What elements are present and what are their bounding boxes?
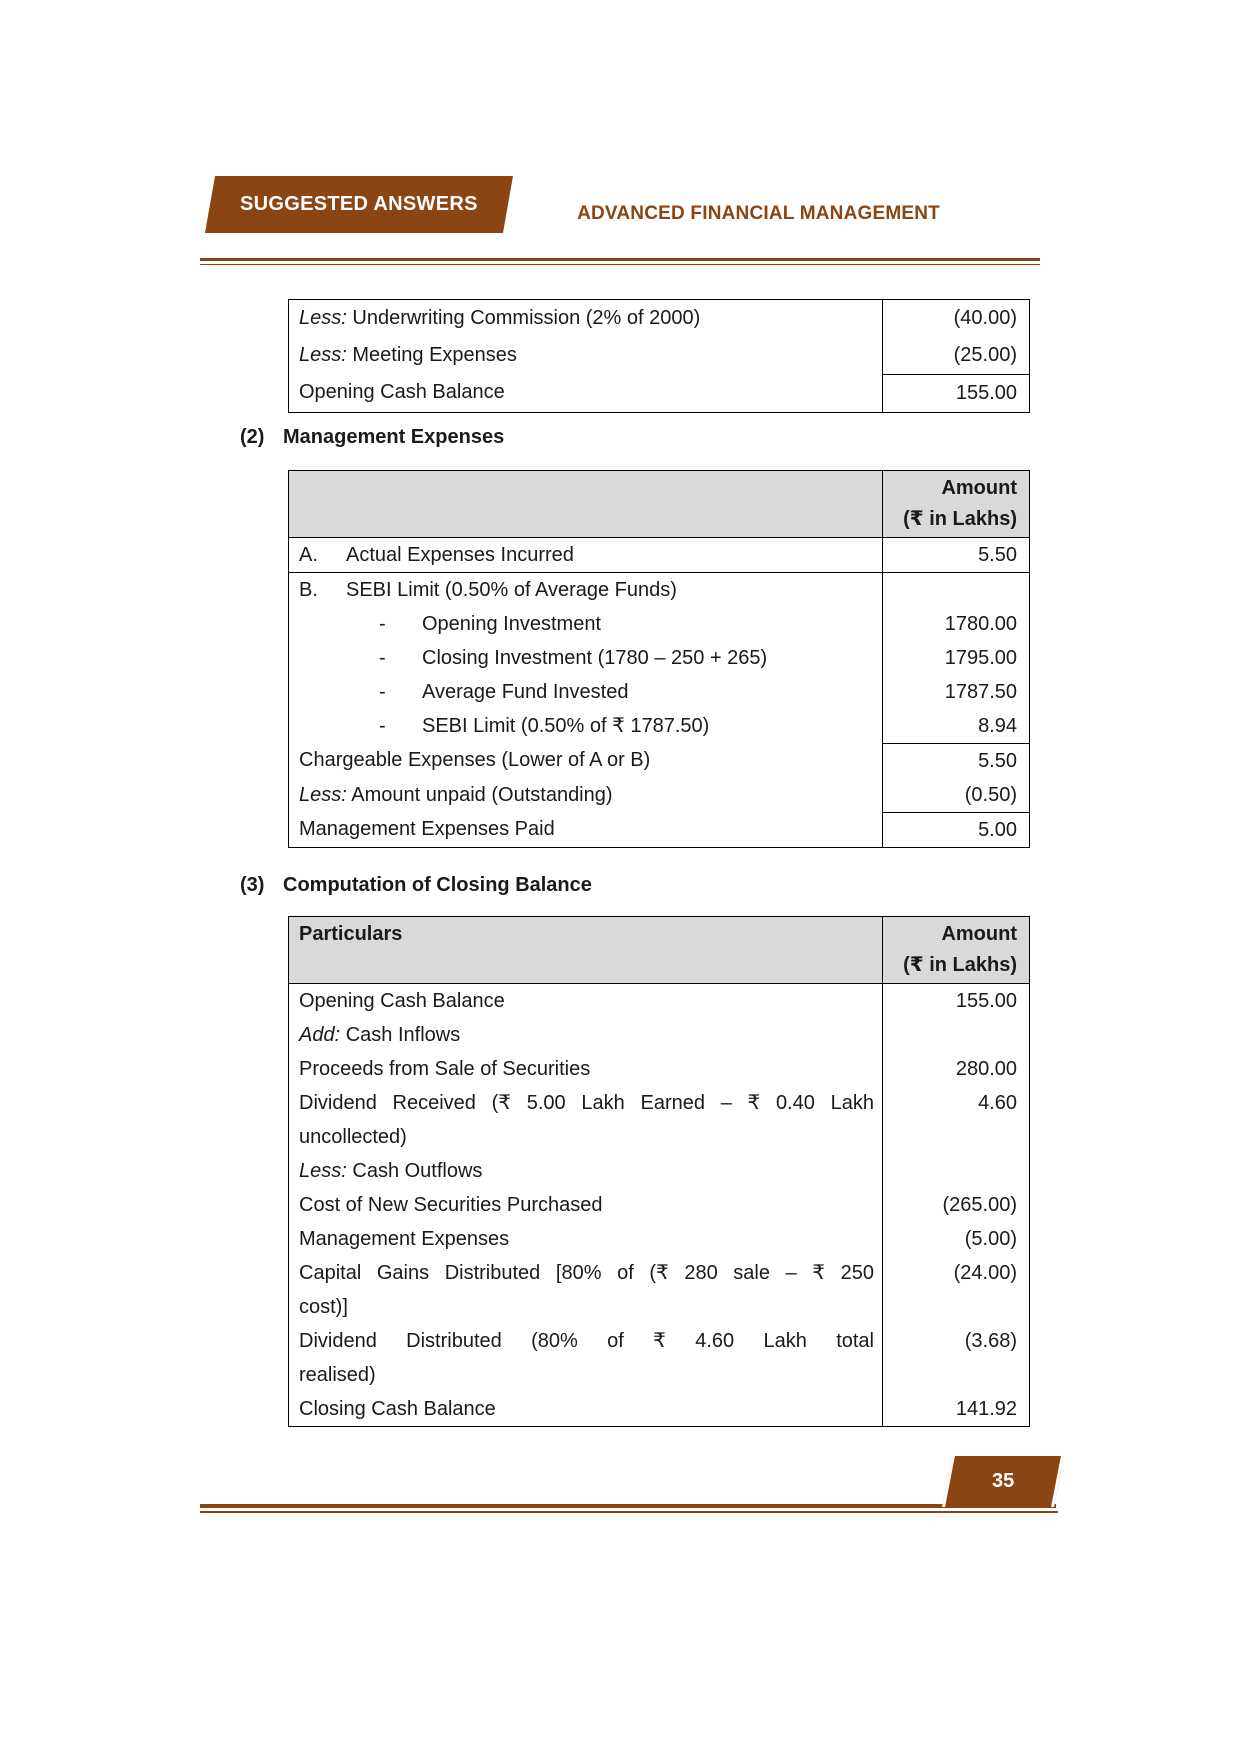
row-marker: B. xyxy=(299,579,318,601)
table-row xyxy=(289,572,1029,607)
closing-balance-table xyxy=(288,916,1030,1427)
row-label: - SEBI Limit (0.50% of ₹ 1787.50) xyxy=(289,709,882,743)
row-label: Add: Cash Inflows xyxy=(299,1024,461,1046)
row-label: Less: Meeting Expenses xyxy=(299,344,517,366)
opening-balance-table xyxy=(288,299,1030,413)
section-title: Management Expenses xyxy=(283,426,505,448)
banner-label: SUGGESTED ANSWERS xyxy=(240,193,478,215)
section-2-heading xyxy=(240,426,504,449)
dash-bullet: - xyxy=(379,647,386,669)
row-label: Cost of New Securities Purchased xyxy=(299,1194,603,1216)
row-amount: 155.00 xyxy=(882,374,1029,412)
table-row xyxy=(289,374,1029,412)
row-amount: 5.50 xyxy=(882,743,1029,778)
table-row xyxy=(289,743,1029,778)
table-row xyxy=(289,607,1029,641)
section-title: Computation of Closing Balance xyxy=(283,874,592,896)
suggested-answers-banner xyxy=(205,176,513,233)
row-prefix-italic: Less: xyxy=(299,784,347,806)
row-amount: 1780.00 xyxy=(882,607,1029,641)
row-label: - Average Fund Invested xyxy=(289,675,882,709)
page-title: ADVANCED FINANCIAL MANAGEMENT xyxy=(577,203,940,224)
row-label: Opening Cash Balance xyxy=(299,381,505,403)
row-label: Closing Cash Balance xyxy=(299,1398,496,1420)
table-row xyxy=(289,300,1029,337)
page-number-badge xyxy=(942,1456,1064,1507)
table-row xyxy=(289,337,1029,374)
row-label: Management Expenses Paid xyxy=(299,818,555,840)
management-expenses-table xyxy=(288,470,1030,848)
table-row xyxy=(289,1222,1029,1256)
table-row xyxy=(289,1392,1029,1426)
table-row xyxy=(289,1188,1029,1222)
table-header-row xyxy=(289,917,1029,984)
amount-header-line1: Amount xyxy=(941,923,1017,945)
row-prefix-italic: Less: xyxy=(299,1160,347,1182)
section-3-heading xyxy=(240,874,592,897)
row-label-line2: uncollected) xyxy=(299,1126,407,1148)
row-label: Opening Cash Balance xyxy=(299,990,505,1012)
table-header-row xyxy=(289,471,1029,538)
row-amount xyxy=(882,1018,1029,1052)
row-prefix-italic: Less: xyxy=(299,307,347,329)
row-label: B. SEBI Limit (0.50% of Average Funds) xyxy=(289,573,882,607)
row-label: - Opening Investment xyxy=(289,607,882,641)
section-number: (3) xyxy=(240,874,265,896)
row-amount: (5.00) xyxy=(882,1222,1029,1256)
row-amount: (265.00) xyxy=(882,1188,1029,1222)
header-rule-thin xyxy=(200,264,1040,265)
row-label-line2: cost)] xyxy=(299,1296,348,1318)
row-label xyxy=(289,1324,882,1392)
row-amount: 280.00 xyxy=(882,1052,1029,1086)
row-prefix-italic: Less: xyxy=(299,344,347,366)
row-amount: 155.00 xyxy=(882,984,1029,1018)
table-row xyxy=(289,1256,1029,1324)
row-amount: (24.00) xyxy=(882,1256,1029,1324)
row-amount xyxy=(882,573,1029,607)
row-label: Proceeds from Sale of Securities xyxy=(299,1058,591,1080)
row-amount: 1795.00 xyxy=(882,641,1029,675)
footer-rule-thin xyxy=(200,1511,1058,1513)
row-label-line1: Capital Gains Distributed [80% of (₹ 280 sale – ₹ 250 xyxy=(299,1262,874,1284)
table-row xyxy=(289,1086,1029,1154)
row-amount: 1787.50 xyxy=(882,675,1029,709)
table-row xyxy=(289,709,1029,743)
row-label: - Closing Investment (1780 – 250 + 265) xyxy=(289,641,882,675)
row-label-line2: realised) xyxy=(299,1364,376,1386)
page-number: 35 xyxy=(991,1470,1015,1492)
row-marker: A. xyxy=(299,544,318,566)
row-label xyxy=(289,1086,882,1154)
table-row xyxy=(289,675,1029,709)
row-amount: 141.92 xyxy=(882,1392,1029,1426)
row-label-line1: Dividend Distributed (80% of ₹ 4.60 Lakh total xyxy=(299,1330,874,1352)
amount-header xyxy=(882,471,1029,537)
row-amount: (0.50) xyxy=(882,778,1029,812)
table-row xyxy=(289,538,1029,572)
row-prefix-italic: Add: xyxy=(299,1024,341,1046)
row-amount: (25.00) xyxy=(882,337,1029,374)
table-row xyxy=(289,641,1029,675)
row-label: A. Actual Expenses Incurred xyxy=(289,538,882,572)
row-label xyxy=(289,1256,882,1324)
amount-header xyxy=(882,917,1029,983)
table-row xyxy=(289,1324,1029,1392)
table-row xyxy=(289,984,1029,1018)
amount-header-line2: (₹ in Lakhs) xyxy=(903,508,1017,530)
row-label: Chargeable Expenses (Lower of A or B) xyxy=(299,749,651,771)
particulars-header: Particulars xyxy=(299,923,403,945)
amount-header-line1: Amount xyxy=(941,477,1017,499)
row-label: Less: Amount unpaid (Outstanding) xyxy=(299,784,613,806)
footer-rule-thick xyxy=(200,1504,1056,1508)
particulars-header-empty xyxy=(289,471,882,537)
row-amount: 8.94 xyxy=(882,709,1029,743)
dash-bullet: - xyxy=(379,715,386,737)
table-row xyxy=(289,1052,1029,1086)
row-amount: 5.00 xyxy=(882,812,1029,847)
table-row xyxy=(289,812,1029,847)
row-label: Less: Underwriting Commission (2% of 2000) xyxy=(299,307,701,329)
header-rule-thick xyxy=(200,258,1040,261)
row-label: Management Expenses xyxy=(299,1228,510,1250)
table-row xyxy=(289,778,1029,812)
row-amount xyxy=(882,1154,1029,1188)
row-amount: 4.60 xyxy=(882,1086,1029,1154)
section-number: (2) xyxy=(240,426,265,448)
row-label-line1: Dividend Received (₹ 5.00 Lakh Earned – ₹ 0.40 Lakh xyxy=(299,1092,874,1114)
row-label: Less: Cash Outflows xyxy=(299,1160,483,1182)
dash-bullet: - xyxy=(379,613,386,635)
amount-header-line2: (₹ in Lakhs) xyxy=(903,954,1017,976)
dash-bullet: - xyxy=(379,681,386,703)
row-amount: (40.00) xyxy=(882,300,1029,337)
row-amount: 5.50 xyxy=(882,538,1029,572)
table-row xyxy=(289,1018,1029,1052)
row-amount: (3.68) xyxy=(882,1324,1029,1392)
table-row xyxy=(289,1154,1029,1188)
